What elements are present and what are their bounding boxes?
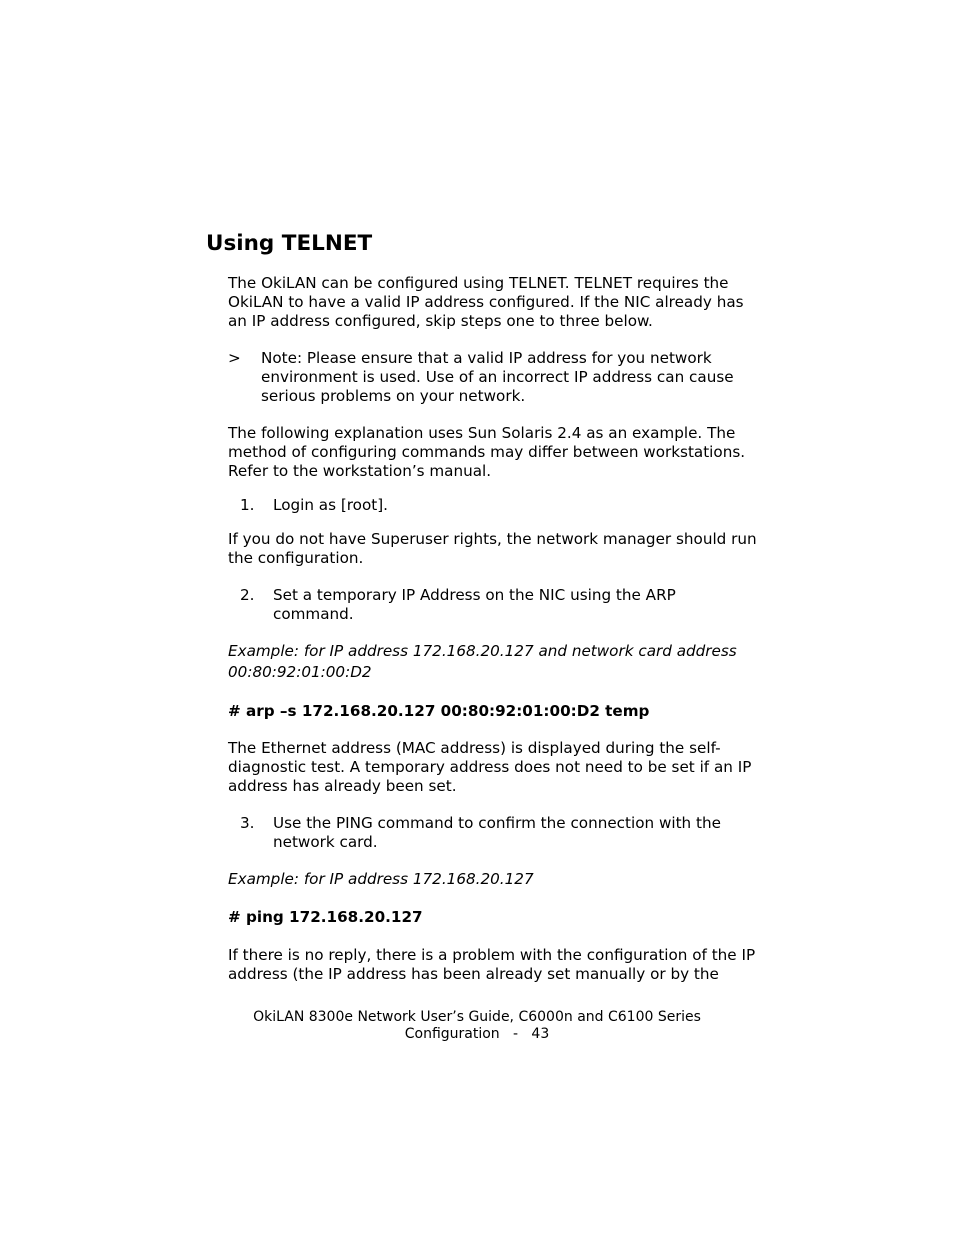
intro-paragraph: The OkiLAN can be configured using TELNET. TELNET requires the OkiLAN to have a valid IP address configured. If the NIC already has an IP address configured, skip steps one to three below. <box>228 274 744 330</box>
explanation-paragraph: The following explanation uses Sun Solaris 2.4 as an example. The method of configuring commands may differ between workstations. Refer to the workstation’s manual. <box>228 424 746 480</box>
ethernet-paragraph: The Ethernet address (MAC address) is displayed during the self-diagnostic test. A temporary address does not need to be set if an IP address has already been set. <box>228 739 752 795</box>
note-marker: > <box>228 349 241 367</box>
step-2-number: 2. <box>240 586 255 604</box>
footer-page-number: Configuration - 43 <box>404 1026 550 1042</box>
noreply-paragraph: If there is no reply, there is a problem with the configuration of the IP address (the IP address has been already set manually or by the <box>228 946 756 983</box>
step-2-text: Set a temporary IP Address on the NIC using the ARP command. <box>273 586 676 623</box>
superuser-paragraph: If you do not have Superuser rights, the network manager should run the configuration. <box>228 530 757 567</box>
step-3-text: Use the PING command to confirm the connection with the network card. <box>273 814 721 851</box>
ping-command: # ping 172.168.20.127 <box>228 908 423 926</box>
ping-example: Example: for IP address 172.168.20.127 <box>228 870 534 888</box>
arp-example: Example: for IP address 172.168.20.127 and network card address 00:80:92:01:00:D2 <box>228 642 737 681</box>
step-1-number: 1. <box>240 496 255 514</box>
note-text: Note: Please ensure that a valid IP address for you network environment is used. Use of an incorrect IP address can cause serious problems on your network. <box>261 349 734 405</box>
footer-title: OkiLAN 8300e Network User’s Guide, C6000n and C6100 Series <box>253 1009 701 1025</box>
step-3-number: 3. <box>240 814 255 832</box>
section-heading: Using TELNET <box>206 231 373 256</box>
step-1-text: Login as [root]. <box>273 496 388 514</box>
page-footer <box>228 1009 726 1043</box>
arp-command: # arp –s 172.168.20.127 00:80:92:01:00:D2 temp <box>228 702 650 720</box>
